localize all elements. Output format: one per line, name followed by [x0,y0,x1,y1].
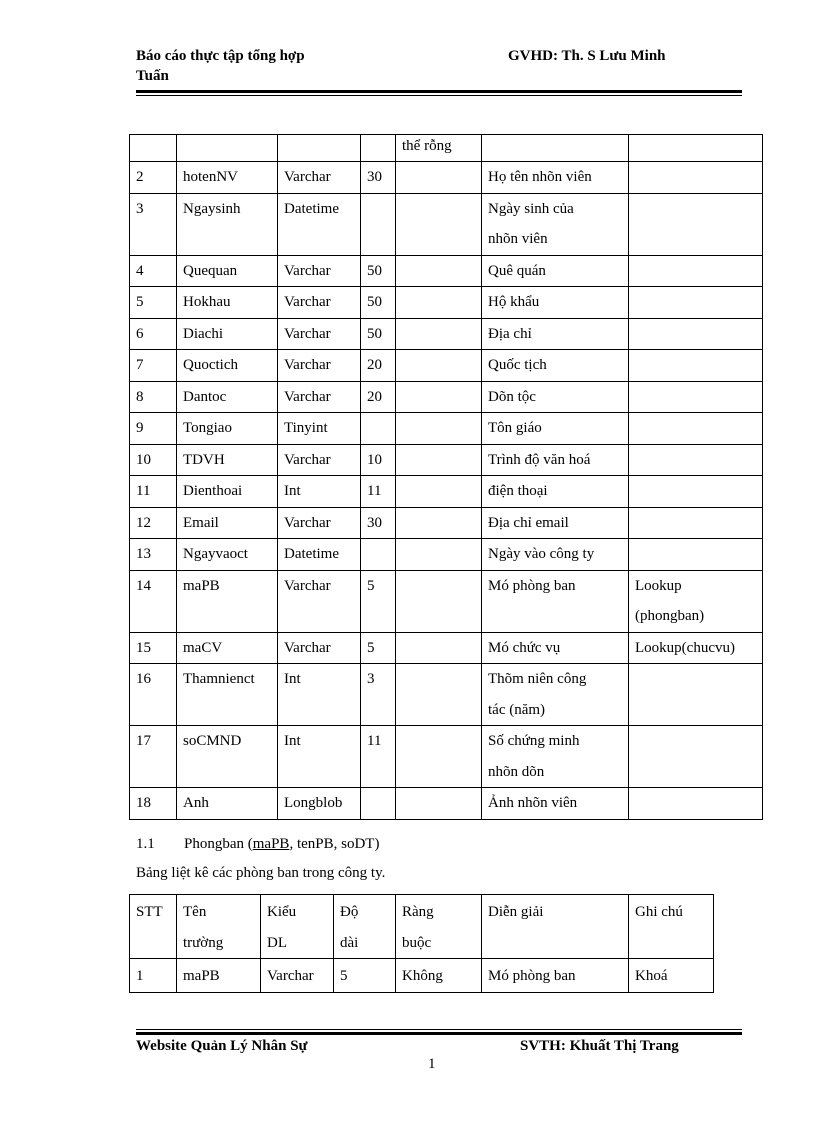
table-row [130,255,763,287]
table-row [130,507,763,539]
table-cell-len: 50 [361,318,396,350]
table-cell [177,135,278,162]
section-heading [136,836,379,853]
table-cell-note [629,287,763,319]
phongban-table [129,894,714,993]
table-row [130,318,763,350]
table-cell-stt: 11 [130,476,177,508]
section-open-paren: ( [247,836,253,852]
table-cell-note [629,539,763,571]
table-cell-field: Anh [177,788,278,820]
table-cell: maPB [177,959,261,993]
section-primary-key: maPB [252,836,290,852]
table-cell-stt: 7 [130,350,177,382]
footer-student: SVTH: Khuất Thị Trang [520,1038,679,1054]
header-advisor: GVHD: Th. S Lưu Minh [508,48,666,64]
footer-project-title: Website Quản Lý Nhân Sự [136,1038,308,1054]
table-cell: Không [396,959,482,993]
table-cell-stt: 3 [130,193,177,255]
table-header-cell: Tên trường [177,895,261,959]
table-cell-len: 5 [361,570,396,632]
table-cell-type: Varchar [278,318,361,350]
table-cell-field: Thamnienct [177,664,278,726]
table-cell-note [629,726,763,788]
table-cell-desc: Mó phòng ban [482,570,629,632]
table-cell-field: Dantoc [177,381,278,413]
table-cell-stt: 17 [130,726,177,788]
table-cell-stt: 2 [130,162,177,194]
table-cell-desc: Họ tên nhõn viên [482,162,629,194]
table-cell-field: Hokhau [177,287,278,319]
footer-rule-thick [136,1032,742,1035]
table-cell-len [361,413,396,445]
table-cell-constraint [396,350,482,382]
table-row [130,476,763,508]
table-cell-field: TDVH [177,444,278,476]
table-cell-len: 20 [361,381,396,413]
table-row [130,193,763,255]
table-cell-type: Varchar [278,444,361,476]
table-cell-stt: 5 [130,287,177,319]
table-cell-note [629,162,763,194]
table-cell-stt: 10 [130,444,177,476]
table-row [130,726,763,788]
table-cell-note [629,664,763,726]
table-cell-constraint [396,664,482,726]
table-cell-constraint [396,726,482,788]
table-cell-type: Varchar [278,570,361,632]
table-cell-type: Longblob [278,788,361,820]
table-header-cell: STT [130,895,177,959]
table-header-cell: Ghi chú [629,895,714,959]
employee-fields-table [129,134,763,820]
table-cell [278,135,361,162]
table-cell [482,135,629,162]
table-cell-constraint [396,632,482,664]
table-cell-field: maPB [177,570,278,632]
table-cell-stt: 16 [130,664,177,726]
table-cell-type: Varchar [278,507,361,539]
table-cell-desc: Quốc tịch [482,350,629,382]
table-header-row [130,895,714,959]
section-entity-name: Phongban [184,836,244,852]
table-cell-len [361,539,396,571]
table-row [130,570,763,632]
table-row [130,413,763,445]
table-row [130,632,763,664]
table-cell-field: maCV [177,632,278,664]
table-cell-constraint [396,570,482,632]
table-cell-desc: Dõn tộc [482,381,629,413]
table-cell [629,135,763,162]
table-cell-type: Varchar [278,632,361,664]
table-cell-type: Varchar [278,162,361,194]
table-cell-len: 50 [361,255,396,287]
table-cell: 5 [334,959,396,993]
table-cell-desc: Mó chức vụ [482,632,629,664]
table-cell-type: Int [278,664,361,726]
table-cell-type: Varchar [278,255,361,287]
table-cell-note [629,350,763,382]
page-number: 1 [428,1056,436,1072]
table-cell-constraint [396,539,482,571]
table-cell-field: Ngayvaoct [177,539,278,571]
table-cell: 1 [130,959,177,993]
table-cell [361,135,396,162]
table-cell-len [361,193,396,255]
table-cell-stt: 12 [130,507,177,539]
table-cell-stt: 4 [130,255,177,287]
table-cell-desc: Thõm niên công tác (năm) [482,664,629,726]
table-row [130,287,763,319]
table-row [130,162,763,194]
table-cell-len: 50 [361,287,396,319]
table-cell-stt: 9 [130,413,177,445]
table-cell-len: 20 [361,350,396,382]
table-cell-field: Diachi [177,318,278,350]
table-row [130,381,763,413]
table-cell-note [629,788,763,820]
table-cell-field: Quequan [177,255,278,287]
header-rule-thin [136,95,742,96]
section-number: 1.1 [136,836,155,852]
section-description: Bảng liệt kê các phòng ban trong công ty. [136,865,386,881]
table-cell-desc: Địa chỉ [482,318,629,350]
table-cell-field: Ngaysinh [177,193,278,255]
table-cell-constraint [396,255,482,287]
table-cell-note [629,318,763,350]
table-cell-field: soCMND [177,726,278,788]
table-cell-type: Datetime [278,539,361,571]
table-cell-type: Varchar [278,287,361,319]
header-advisor-wrap: Tuấn [136,68,169,84]
table-header-cell: Kiểu DL [261,895,334,959]
table-cell-len: 3 [361,664,396,726]
table-cell-len [361,788,396,820]
table-header-cell: Diễn giải [482,895,629,959]
table-cell: Khoá [629,959,714,993]
table-cell-stt: 13 [130,539,177,571]
table-cell-constraint [396,381,482,413]
table-cell-desc: Tôn giáo [482,413,629,445]
table-header-cell: Ràng buộc [396,895,482,959]
table-cell-len: 11 [361,726,396,788]
table-cell-desc: Quê quán [482,255,629,287]
table-cell-constraint [396,287,482,319]
table-row [130,959,714,993]
table-row [130,350,763,382]
table-cell: Varchar [261,959,334,993]
table-row [130,788,763,820]
table-cell-constraint [396,318,482,350]
table-row-continuation [130,135,763,162]
table-cell-constraint [396,476,482,508]
table-row [130,664,763,726]
table-cell-constraint [396,162,482,194]
table-cell-stt: 18 [130,788,177,820]
table-cell-constraint [396,413,482,445]
table-cell-stt: 8 [130,381,177,413]
table-cell-field: hotenNV [177,162,278,194]
table-cell-field: Quoctich [177,350,278,382]
table-cell: Mó phòng ban [482,959,629,993]
table-cell-stt: 15 [130,632,177,664]
table-cell-desc: điện thoại [482,476,629,508]
table-cell-note [629,413,763,445]
table-cell-desc: Ngày sinh của nhõn viên [482,193,629,255]
table-cell-stt: 6 [130,318,177,350]
table-cell-stt: 14 [130,570,177,632]
table-cell [130,135,177,162]
header-report-title: Báo cáo thực tập tổng hợp [136,48,305,64]
table-cell-field: Tongiao [177,413,278,445]
table-cell-note [629,507,763,539]
table-cell-len: 10 [361,444,396,476]
table-cell-desc: Trình độ văn hoá [482,444,629,476]
table-cell-note: Lookup (phongban) [629,570,763,632]
table-cell-field: Dienthoai [177,476,278,508]
table-cell-constraint [396,444,482,476]
table-cell-len: 30 [361,507,396,539]
table-cell-constraint [396,507,482,539]
table-cell-note [629,255,763,287]
table-row [130,539,763,571]
table-cell: thể rỗng [396,135,482,162]
table-cell-note: Lookup(chucvu) [629,632,763,664]
table-cell-desc: Địa chỉ email [482,507,629,539]
table-cell-desc: Ảnh nhõn viên [482,788,629,820]
table-cell-field: Email [177,507,278,539]
section-attributes: , tenPB, soDT) [289,836,380,852]
table-cell-desc: Ngày vào công ty [482,539,629,571]
footer-rule-thin [136,1029,742,1030]
table-row [130,444,763,476]
table-cell-type: Int [278,476,361,508]
table-cell-note [629,381,763,413]
table-cell-type: Varchar [278,381,361,413]
table-cell-len: 5 [361,632,396,664]
table-cell-type: Varchar [278,350,361,382]
table-cell-note [629,444,763,476]
table-header-cell: Độ dài [334,895,396,959]
table-cell-note [629,193,763,255]
table-cell-desc: Số chứng minh nhõn dõn [482,726,629,788]
table-cell-constraint [396,193,482,255]
table-cell-type: Int [278,726,361,788]
table-cell-type: Tinyint [278,413,361,445]
table-cell-note [629,476,763,508]
table-cell-len: 30 [361,162,396,194]
table-cell-len: 11 [361,476,396,508]
table-cell-constraint [396,788,482,820]
header-rule-thick [136,90,742,93]
table-cell-desc: Hộ khẩu [482,287,629,319]
table-cell-type: Datetime [278,193,361,255]
